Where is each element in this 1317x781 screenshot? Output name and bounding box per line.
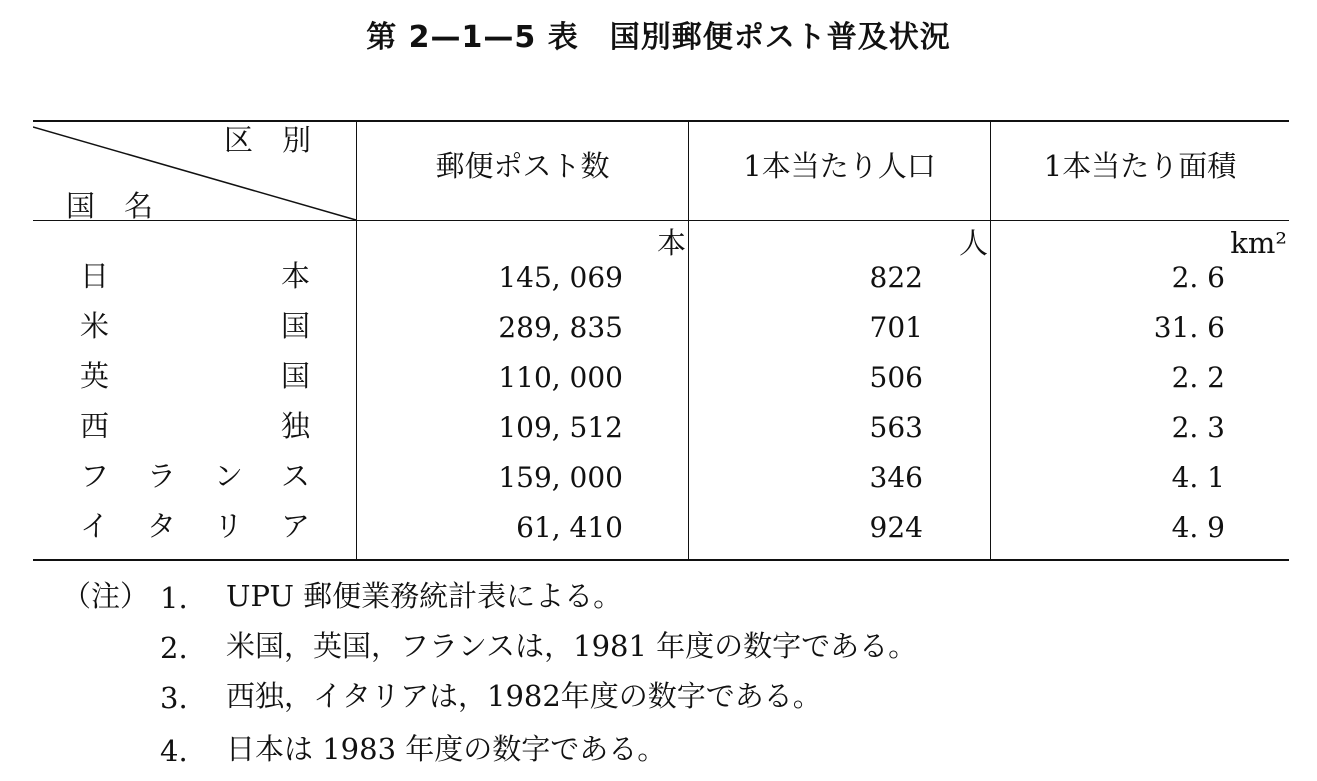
- header-post-count: 郵便ポスト数: [435, 149, 610, 183]
- country-char: リ: [213, 509, 243, 543]
- note-number: 3.: [160, 681, 188, 715]
- unit-posts: 本: [656, 226, 686, 260]
- header-kokumei: 国 名: [66, 189, 154, 223]
- area-per-post: 2. 6: [1171, 261, 1225, 294]
- note-text: 米国，英国，フランスは，1981 年度の数字である。: [226, 629, 918, 663]
- header-population-per-post: 1本当たり人口: [743, 149, 936, 183]
- country-char: フ: [80, 459, 110, 493]
- country-name: [80, 309, 310, 343]
- note-number: 1.: [160, 581, 188, 615]
- post-count: 61, 410: [516, 511, 623, 544]
- header-area-per-post: 1本当たり面積: [1043, 149, 1237, 183]
- country-name: [80, 259, 310, 293]
- post-count: 145, 069: [498, 261, 623, 294]
- population-per-post: 701: [869, 311, 923, 344]
- country-char: 西: [80, 409, 110, 443]
- table-bottom-rule: [33, 559, 1289, 561]
- note-text: 日本は 1983 年度の数字である。: [226, 732, 667, 766]
- area-per-post: 2. 3: [1171, 411, 1225, 444]
- area-per-post: 4. 1: [1171, 461, 1225, 494]
- area-per-post: 31. 6: [1153, 311, 1225, 344]
- country-char: ン: [213, 459, 243, 493]
- country-char: 日: [80, 259, 110, 293]
- country-char: ラ: [146, 459, 176, 493]
- unit-population: 人: [958, 226, 988, 260]
- note-number: 4.: [160, 734, 188, 768]
- population-per-post: 563: [869, 411, 923, 444]
- country-char: ア: [280, 509, 310, 543]
- table-title: 第 2—1—5 表 国別郵便ポスト普及状況: [366, 20, 951, 55]
- country-char: 国: [280, 309, 310, 343]
- post-count: 109, 512: [498, 411, 623, 444]
- post-count: 159, 000: [498, 461, 623, 494]
- note-number: 2.: [160, 631, 188, 665]
- population-per-post: 822: [869, 261, 923, 294]
- country-name: [80, 409, 310, 443]
- area-per-post: 2. 2: [1171, 361, 1225, 394]
- note-text: UPU 郵便業務統計表による。: [226, 579, 623, 613]
- header-kubetsu: 区 別: [224, 123, 312, 157]
- post-count: 289, 835: [498, 311, 623, 344]
- country-name: [80, 359, 310, 393]
- area-per-post: 4. 9: [1171, 511, 1225, 544]
- country-char: 米: [80, 309, 110, 343]
- country-char: 独: [280, 409, 310, 443]
- country-char: イ: [80, 509, 110, 543]
- country-char: ス: [280, 459, 310, 493]
- population-per-post: 506: [869, 361, 923, 394]
- population-per-post: 346: [869, 461, 923, 494]
- post-count: 110, 000: [498, 361, 623, 394]
- unit-area: km²: [1230, 226, 1287, 260]
- country-char: 英: [80, 359, 110, 393]
- country-char: タ: [146, 509, 176, 543]
- note-text: 西独，イタリアは，1982年度の数字である。: [226, 679, 822, 713]
- country-char: 本: [280, 259, 310, 293]
- country-name: [80, 509, 310, 543]
- population-per-post: 924: [869, 511, 923, 544]
- country-char: 国: [280, 359, 310, 393]
- notes-label: （注）: [62, 579, 150, 613]
- country-name: [80, 459, 310, 493]
